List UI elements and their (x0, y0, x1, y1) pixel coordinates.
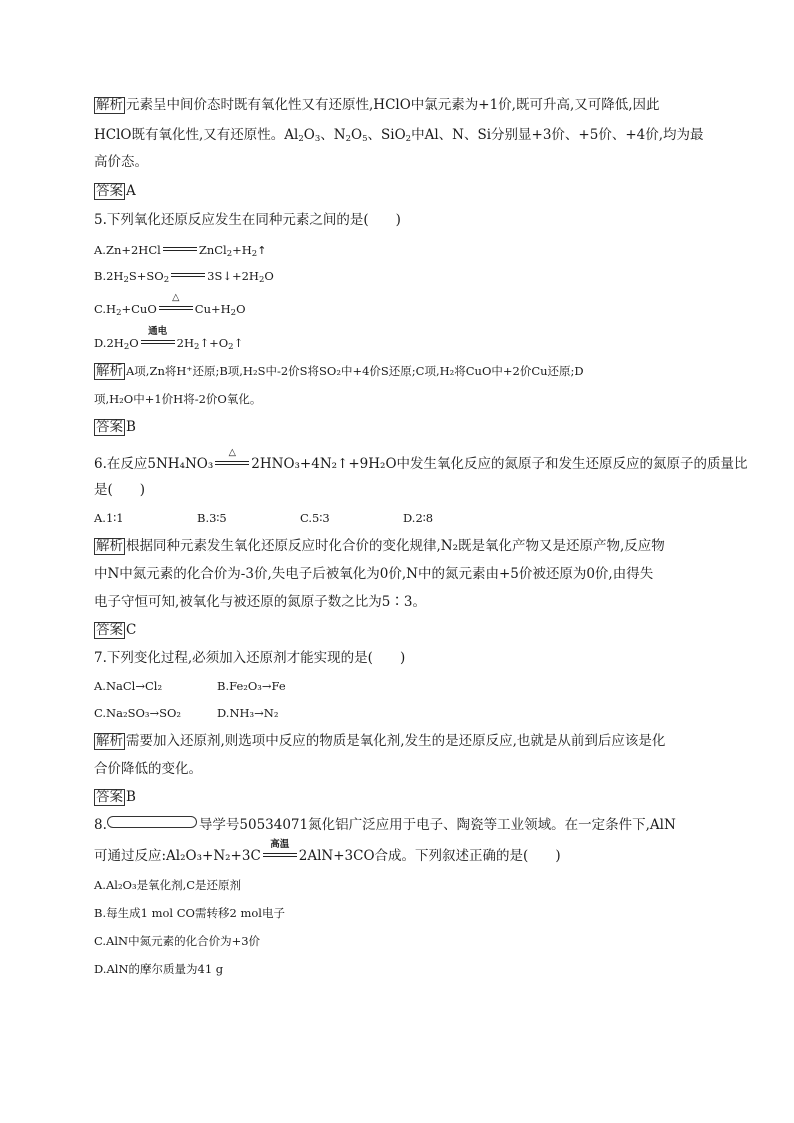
q4-analysis-line3: 高价态。 (94, 154, 148, 170)
heat-equals-sign: △ (215, 458, 249, 468)
q6-answer: 答案 C (96, 622, 137, 638)
q6-stem-line2: 是( ) (94, 482, 146, 498)
high-temp-equals-sign: 高温 (263, 850, 297, 860)
q7-options-row2 (94, 704, 278, 722)
analysis-tag: 解析 (96, 363, 123, 379)
q7-analysis-line1: 解析 需要加入还原剂,则选项中反应的物质是氧化剂,发生的是还原反应,也就是从前到后应该是化 (96, 733, 666, 749)
q5-analysis-line1: 解析 A项,Zn将H⁺还原;B项,H₂S中-2价S将SO₂中+4价S还原;C项,H₂将CuO中+2价Cu还原;D (96, 363, 584, 379)
q6-option-b[interactable]: B.3∶5 (197, 511, 227, 525)
q6-options (94, 509, 433, 527)
q5-stem: 5.下列氧化还原反应发生在同种元素之间的是( ) (94, 212, 401, 228)
q5-option-c[interactable]: $C.H_2+CuO$ △ $Cu+H_2O$ (94, 292, 246, 318)
q8-option-d[interactable]: D.AlN的摩尔质量为41 g (94, 962, 224, 976)
q5-option-d[interactable]: $D.2H_2O$ 通电 $2H_2↑+O_2↑$ (94, 326, 244, 352)
q4-answer: 答案 A (96, 183, 136, 199)
q8-option-a[interactable]: A.Al₂O₃是氧化剂,C是还原剂 (94, 878, 242, 892)
badge-pill-icon (107, 816, 197, 828)
q6-stem-line1: 6.在反应5NH₄NO₃ △ 2HNO₃+4N₂↑+9H₂O中发生氧化反应的氮原子和发生还原反应的氮原子的质量比 (94, 447, 748, 472)
q7-options-row1 (94, 677, 286, 695)
analysis-tag: 解析 (96, 97, 123, 113)
answer-tag: 答案 (96, 622, 123, 638)
q6-option-d[interactable]: D.2∶8 (403, 511, 434, 525)
q7-option-c[interactable]: C.Na₂SO₃→SO₂ (94, 706, 182, 720)
q7-answer: 答案 B (96, 789, 136, 805)
q7-option-d[interactable]: D.NH₃→N₂ (217, 706, 279, 720)
q5-option-a[interactable]: A.Zn+2HCl $ZnCl_2+H_2↑$ (94, 243, 267, 259)
q6-option-a[interactable]: A.1∶1 (94, 511, 124, 525)
q6-analysis-line2: 中N中氮元素的化合价为-3价,失电子后被氧化为0价,N中的氮元素由+5价被还原为0价,由得失 (94, 566, 654, 582)
answer-tag: 答案 (96, 789, 123, 805)
analysis-tag: 解析 (96, 538, 123, 554)
q8-option-b[interactable]: B.每生成1 mol CO需转移2 mol电子 (94, 906, 285, 920)
q7-option-b[interactable]: B.Fe₂O₃→Fe (217, 679, 286, 693)
q8-stem-line2: 可通过反应:Al₂O₃+N₂+3C 高温 2AlN+3CO合成。下列叙述正确的是( ) (94, 839, 561, 864)
equals-sign (171, 270, 205, 280)
q5-analysis-line2: 项,H₂O中+1价H将-2价O氧化。 (94, 392, 262, 406)
q7-analysis-line2: 合价降低的变化。 (94, 761, 202, 777)
q5-option-b[interactable]: $B.2H_2S+SO_2$ $3S↓+2H_2O$ (94, 269, 274, 285)
q6-analysis-line3: 电子守恒可知,被氧化与被还原的氮原子数之比为5∶3。 (94, 594, 426, 610)
q8-stem-line1: 8. 导学号50534071氮化铝广泛应用于电子、陶瓷等工业领域。在一定条件下,AlN (94, 817, 676, 833)
q4-analysis-line2: HClO既有氧化性,又有还原性。$Al_2O_3$、$N_2O_5$、SiO$_2$中Al、N、Si分别显+3价、+5价、+4价,均为最 (94, 127, 704, 144)
heat-equals-sign: △ (159, 303, 193, 313)
electrolysis-equals-sign: 通电 (141, 337, 175, 347)
q8-option-c[interactable]: C.AlN中氮元素的化合价为+3价 (94, 934, 261, 948)
q7-option-a[interactable]: A.NaCl→Cl₂ (94, 679, 163, 693)
q7-stem: 7.下列变化过程,必须加入还原剂才能实现的是( ) (94, 650, 406, 666)
q6-option-c[interactable]: C.5∶3 (300, 511, 330, 525)
q5-answer: 答案 B (96, 419, 136, 435)
q6-analysis-line1: 解析 根据同种元素发生氧化还原反应时化合价的变化规律,N₂既是氧化产物又是还原产物,反应物 (96, 538, 665, 554)
analysis-tag: 解析 (96, 733, 123, 749)
answer-tag: 答案 (96, 419, 123, 435)
answer-tag: 答案 (96, 183, 123, 199)
q4-analysis-line1: 解析 元素呈中间价态时既有氧化性又有还原性,HClO中氯元素为+1价,既可升高,又可降低,因此 (96, 97, 660, 113)
equals-sign (163, 244, 197, 254)
